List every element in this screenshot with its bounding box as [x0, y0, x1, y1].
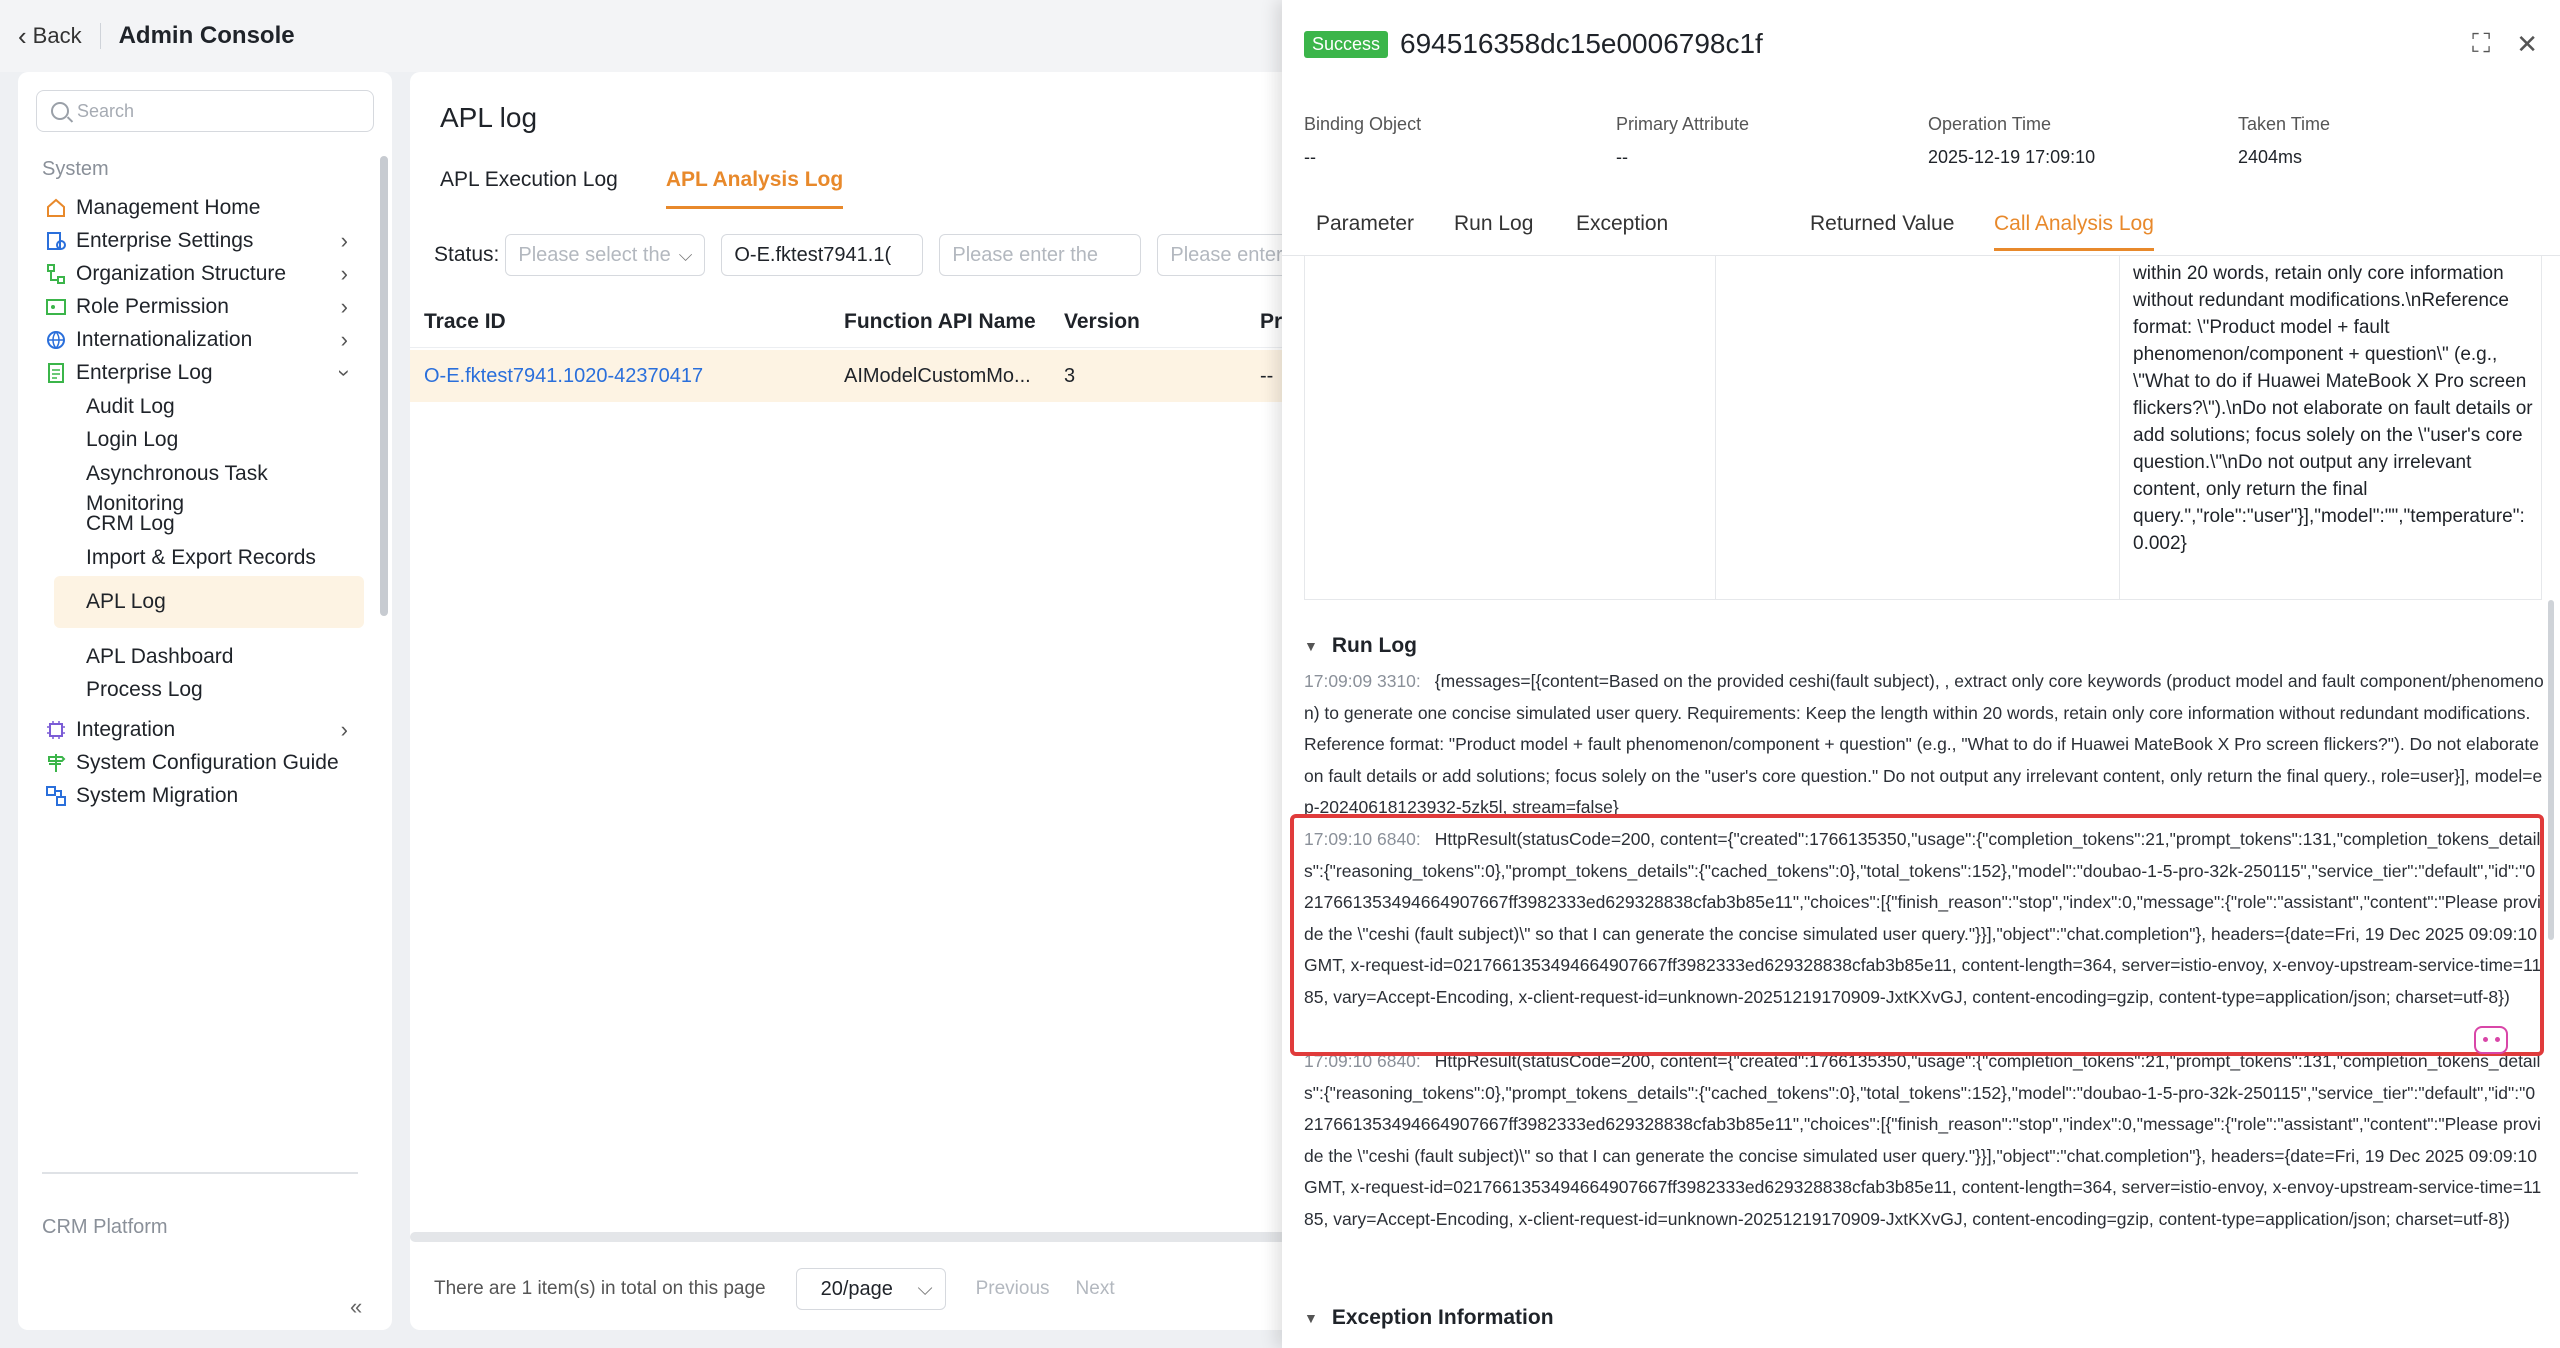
status-select[interactable]: [505, 234, 705, 276]
meta-binding-object: [1304, 114, 1421, 168]
drawer-tabs: [1282, 200, 2560, 256]
sidebar-subitem-process-log[interactable]: Process Log: [86, 678, 203, 701]
meta-label: Operation Time: [1928, 114, 2052, 134]
detail-drawer: [1282, 0, 2560, 1348]
sidebar-subitem-crm-log[interactable]: CRM Log: [86, 512, 175, 535]
sidebar-subitem-import-export-records[interactable]: Import & Export Records: [86, 546, 316, 569]
meta-primary-attribute: [1616, 114, 1749, 168]
log-timestamp: 17:09:10 6840:: [1304, 829, 1421, 849]
caret-down-icon: ▼: [1304, 1310, 1318, 1326]
back-button[interactable]: [18, 21, 82, 52]
run-log-title: Run Log: [1331, 634, 1417, 657]
ai-assistant-icon[interactable]: [2474, 1026, 2508, 1054]
drawer-actions: [2446, 28, 2538, 60]
meta-value: 2404ms: [2238, 147, 2303, 167]
chevron-right-icon: ›: [340, 327, 348, 352]
col-trace-id: Trace ID: [424, 309, 506, 333]
meta-value: --: [1304, 147, 1316, 167]
sidebar-item-label: Management Home: [76, 196, 261, 219]
divider: [1715, 256, 1716, 600]
org-tree-icon: [44, 262, 68, 286]
parameter-table: [1304, 256, 2542, 600]
sidebar-item-label: Integration: [76, 718, 176, 741]
tab-parameter[interactable]: Parameter: [1316, 212, 1415, 235]
exception-section-header[interactable]: [1304, 1306, 1554, 1330]
total-count-text: There are 1 item(s) in total on this page: [434, 1278, 766, 1299]
collapse-sidebar-icon[interactable]: «: [350, 1294, 363, 1319]
tab-apl-execution-log[interactable]: APL Execution Log: [440, 168, 618, 191]
trace-id-link[interactable]: O-E.fktest7941.1020-42370417: [424, 364, 704, 387]
status-badge: Success: [1304, 31, 1388, 58]
trace-id-input[interactable]: [734, 244, 922, 267]
sidebar-item-system-migration[interactable]: [44, 774, 366, 818]
app-title: Admin Console: [118, 22, 295, 49]
sidebar-item-label: System Configuration Guide: [76, 751, 339, 774]
col-version: Version: [1064, 309, 1140, 333]
meta-label: Primary Attribute: [1616, 114, 1750, 134]
page-size-select[interactable]: [796, 1268, 946, 1310]
search-input[interactable]: [77, 101, 347, 122]
meta-label: Binding Object: [1304, 114, 1422, 134]
meta-value: 2025-12-19 17:09:10: [1928, 147, 2096, 167]
col-pr: Pr: [1260, 309, 1283, 333]
search-icon: [51, 102, 69, 120]
meta-label: Taken Time: [2238, 114, 2331, 134]
caret-down-icon: ▼: [1304, 638, 1318, 654]
sidebar-subitem-login-log[interactable]: Login Log: [86, 428, 179, 451]
filter-bar: [434, 234, 1333, 276]
chip-icon: [44, 718, 68, 742]
search-box[interactable]: [36, 90, 374, 132]
divider: [2119, 256, 2120, 600]
col-function-api-name: Function API Name: [844, 309, 1036, 333]
log-text: HttpResult(statusCode=200, content={"created":1766135350,"usage":{"completion_tokens":21,"prompt_tokens":131,"completion_tokens_details":{"reasoning_tokens":0},"prompt_tokens_details":{"cached_tokens":0},"total_tokens":152},"model":"doubao-1-5-pro-32k-250115","service_tier":"default","id":"0217661353494664907667ff3982333ed629328838cfab3b85e11","choices":[{"finish_reason":"stop","index":0,"message":{"role":"assistant","content":"Please provide the \"ceshi (fault subject)\" so that I can generate the concise simulated user query."}}],"object":"chat.completion"}, headers={date=Fri, 19 Dec 2025 09:09:10 GMT, x-request-id=0217661353494664907667ff3982333ed629328838cfab3b85e11, content-length=364, server=istio-envoy, x-envoy-upstream-service-time=1185, vary=Accept-Encoding, x-client-request-id=unknown-20251219170909-JxtKXvGJ, content-encoding=gzip, content-type=application/json; charset=utf-8}): [1304, 1051, 2542, 1229]
log-timestamp: 17:09:10 6840:: [1304, 1051, 1421, 1071]
sidebar-item-enterprise-log[interactable]: [44, 351, 366, 395]
sidebar-subitem-apl-dashboard[interactable]: APL Dashboard: [86, 645, 234, 668]
home-icon: [44, 196, 68, 220]
log-entry: [1304, 666, 2544, 816]
pr-value: --: [1260, 364, 1274, 387]
pagination: [434, 1268, 1115, 1310]
divider: [42, 1172, 358, 1174]
function-api-name: AIModelCustomMo...: [844, 364, 1031, 387]
fullscreen-icon[interactable]: ⛶: [2472, 28, 2491, 58]
log-text: HttpResult(statusCode=200, content={"created":1766135350,"usage":{"completion_tokens":21,"prompt_tokens":131,"completion_tokens_details":{"reasoning_tokens":0},"prompt_tokens_details":{"cached_tokens":0},"total_tokens":152},"model":"doubao-1-5-pro-32k-250115","service_tier":"default","id":"0217661353494664907667ff3982333ed629328838cfab3b85e11","choices":[{"finish_reason":"stop","index":0,"message":{"role":"assistant","content":"Please provide the \"ceshi (fault subject)\" so that I can generate the concise simulated user query."}}],"object":"chat.completion"}, headers={date=Fri, 19 Dec 2025 09:09:10 GMT, x-request-id=0217661353494664907667ff3982333ed629328838cfab3b85e11, content-length=364, server=istio-envoy, x-envoy-upstream-service-time=1185, vary=Accept-Encoding, x-client-request-id=unknown-20251219170909-JxtKXvGJ, content-encoding=gzip, content-type=application/json; charset=utf-8}): [1304, 829, 2542, 1007]
previous-page-button[interactable]: Previous: [975, 1278, 1050, 1299]
sidebar: [18, 72, 392, 1330]
document-log-icon: [44, 361, 68, 385]
tab-call-analysis-log[interactable]: Call Analysis Log: [1994, 212, 2154, 251]
parameter-cell-text: within 20 words, retain only core information without redundant modifications.\nReference format: \"Product model + fault phenomenon/component + question\" (e.g., \"What to do if Huawei MateBook X Pro screen flickers?\").\nDo not elaborate on fault details or add solutions; focus solely on the \"user's core question.\"\nDo not output any irrelevant content, only return the final query.","role":"user"}],"model":"","temperature":0.002}: [2133, 263, 2533, 554]
log-timestamp: 17:09:09 3310:: [1304, 671, 1421, 691]
back-label: Back: [32, 23, 82, 48]
filter-input-box[interactable]: [939, 234, 1141, 276]
filter-input[interactable]: [952, 244, 1140, 267]
chevron-left-icon: ‹: [18, 20, 27, 51]
sidebar-subitem-apl-log[interactable]: APL Log: [54, 576, 364, 628]
next-page-button[interactable]: Next: [1075, 1278, 1115, 1299]
run-log-section-header[interactable]: [1304, 634, 1417, 658]
meta-value: --: [1616, 147, 1628, 167]
section-crm-platform-label: CRM Platform: [42, 1216, 168, 1238]
chevron-right-icon: ›: [340, 294, 348, 319]
id-card-icon: [44, 295, 68, 319]
tab-returned-value[interactable]: Returned Value: [1810, 212, 1955, 235]
chevron-right-icon: ›: [340, 261, 348, 286]
log-entry: [1304, 1046, 2544, 1272]
chevron-right-icon: ›: [340, 228, 348, 253]
chevron-down-icon: ›: [332, 369, 358, 377]
globe-icon: [44, 328, 68, 352]
sidebar-item-label: System Migration: [76, 784, 239, 807]
highlight-box: [1290, 814, 2544, 1056]
sidebar-subitem-audit-log[interactable]: Audit Log: [86, 395, 175, 418]
tab-run-log[interactable]: Run Log: [1454, 212, 1534, 235]
drawer-title: 694516358dc15e0006798c1f: [1400, 28, 1763, 59]
drawer-scrollbar[interactable]: [2548, 600, 2554, 940]
drawer-header: [1304, 28, 1763, 60]
sidebar-item-label: Role Permission: [76, 295, 229, 318]
status-placeholder: Please select the: [518, 243, 671, 266]
trace-id-input-box[interactable]: [721, 234, 923, 276]
log-tabs: [440, 168, 891, 209]
sidebar-item-label: Organization Structure: [76, 262, 287, 285]
sidebar-subitem-async-task-monitoring[interactable]: Asynchronous Task Monitoring: [86, 462, 268, 515]
status-label: Status:: [434, 243, 500, 266]
tab-apl-analysis-log[interactable]: APL Analysis Log: [666, 168, 843, 209]
chevron-down-icon: ⌵: [917, 1277, 933, 1300]
sidebar-item-label: Enterprise Log: [76, 361, 213, 384]
exception-title: Exception Information: [1331, 1306, 1554, 1329]
log-text: {messages=[{content=Based on the provided ceshi(fault subject), , extract only core keywords (product model and fault component/phenomenon) to generate one concise simulated user query. Requirements: Keep the length within 20 words, retain only core information without redundant modifications. Reference format: "Product model + fault phenomenon/component + question" (e.g., "What to do if Huawei MateBook X Pro screen flickers?"). Do not elaborate on fault details or add solutions; focus solely on the "user's core question." Do not output any irrelevant content, only return the final query., role=user}], model=ep-20240618123932-5zk5l, stream=false}: [1304, 671, 2544, 816]
building-settings-icon: [44, 229, 68, 253]
chevron-right-icon: ›: [340, 717, 348, 742]
signpost-icon: [44, 751, 68, 775]
divider: [100, 23, 101, 49]
tab-exception[interactable]: Exception: [1576, 212, 1669, 235]
close-icon[interactable]: ✕: [2516, 28, 2538, 59]
page-size-value: 20/page: [820, 1277, 893, 1300]
sidebar-item-label: Internationalization: [76, 328, 253, 351]
chevron-down-icon: ⌵: [678, 244, 693, 265]
meta-operation-time: [1928, 114, 2095, 168]
page-title: APL log: [440, 102, 538, 133]
sidebar-scrollbar[interactable]: [380, 156, 388, 616]
meta-taken-time: [2238, 114, 2330, 168]
migration-icon: [44, 784, 68, 808]
version-value: 3: [1064, 364, 1076, 387]
sidebar-item-label: Enterprise Settings: [76, 229, 254, 252]
section-system-label: System: [42, 158, 109, 180]
